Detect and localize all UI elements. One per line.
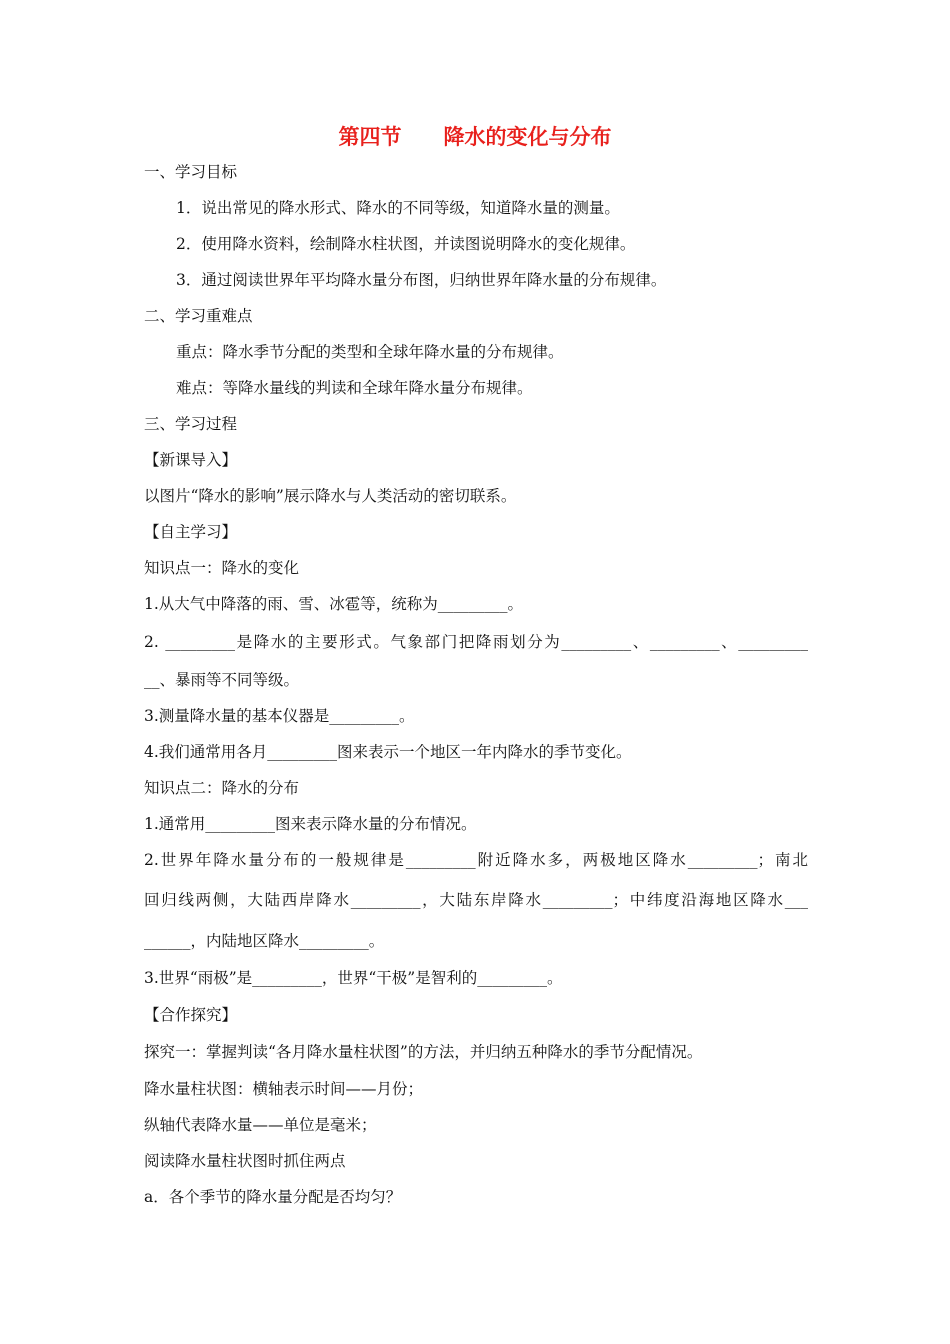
introduction-text: 以图片“降水的影响”展示降水与人类活动的密切联系。 bbox=[144, 487, 517, 505]
question-line-continued: __、暴雨等不同等级。 bbox=[144, 671, 300, 689]
difficult-point-line: 难点：等降水量线的判读和全球年降水量分布规律。 bbox=[176, 379, 533, 397]
question-line: 1.从大气中降落的雨、雪、冰雹等，统称为_________。 bbox=[144, 595, 524, 613]
goal-item-2: 2．使用降水资料，绘制降水柱状图，并读图说明降水的变化规律。 bbox=[176, 235, 636, 253]
inquiry-note-line: 阅读降水量柱状图时抓住两点 bbox=[144, 1152, 346, 1170]
question-line-continued: 回归线两侧，大陆西岸降水_________，大陆东岸降水_________；中纬度沿海地区降水___ bbox=[144, 891, 808, 909]
question-line: 3.测量降水量的基本仪器是_________。 bbox=[144, 707, 415, 725]
question-line-continued: ______，内陆地区降水_________。 bbox=[144, 932, 385, 950]
goal-item-1: 1．说出常见的降水形式、降水的不同等级，知道降水量的测量。 bbox=[176, 199, 620, 217]
knowledge-point-2-heading: 知识点二：降水的分布 bbox=[144, 779, 300, 797]
section-heading-process: 三、学习过程 bbox=[144, 415, 238, 433]
subheading-introduction: 【新课导入】 bbox=[144, 451, 238, 469]
question-line: 2. _________是降水的主要形式。气象部门把降雨划分为_________、_________、_________ bbox=[144, 633, 808, 651]
question-line: 4.我们通常用各月_________图来表示一个地区一年内降水的季节变化。 bbox=[144, 743, 632, 761]
inquiry-question-a: a．各个季节的降水量分配是否均匀？ bbox=[144, 1188, 402, 1206]
question-line: 1.通常用_________图来表示降水量的分布情况。 bbox=[144, 815, 477, 833]
knowledge-point-1-heading: 知识点一：降水的变化 bbox=[144, 559, 300, 577]
question-line: 3.世界“雨极”是_________，世界“干极”是智利的_________。 bbox=[144, 969, 563, 987]
subheading-cooperative-inquiry: 【合作探究】 bbox=[144, 1006, 238, 1024]
inquiry-note-line: 降水量柱状图：横轴表示时间——月份； bbox=[144, 1080, 424, 1098]
section-heading-goals: 一、学习目标 bbox=[144, 163, 238, 181]
inquiry-note-line: 纵轴代表降水量——单位是毫米； bbox=[144, 1116, 377, 1134]
goal-item-3: 3．通过阅读世界年平均降水量分布图，归纳世界年降水量的分布规律。 bbox=[176, 271, 667, 289]
page-title: 第四节 降水的变化与分布 bbox=[338, 124, 612, 149]
section-heading-key-points: 二、学习重难点 bbox=[144, 307, 253, 325]
inquiry-1-text: 探究一：掌握判读“各月降水量柱状图”的方法，并归纳五种降水的季节分配情况。 bbox=[144, 1043, 703, 1061]
question-line: 2.世界年降水量分布的一般规律是_________附近降水多，两极地区降水_________；南北 bbox=[144, 851, 808, 869]
key-point-line: 重点：降水季节分配的类型和全球年降水量的分布规律。 bbox=[176, 343, 564, 361]
subheading-self-study: 【自主学习】 bbox=[144, 523, 238, 541]
